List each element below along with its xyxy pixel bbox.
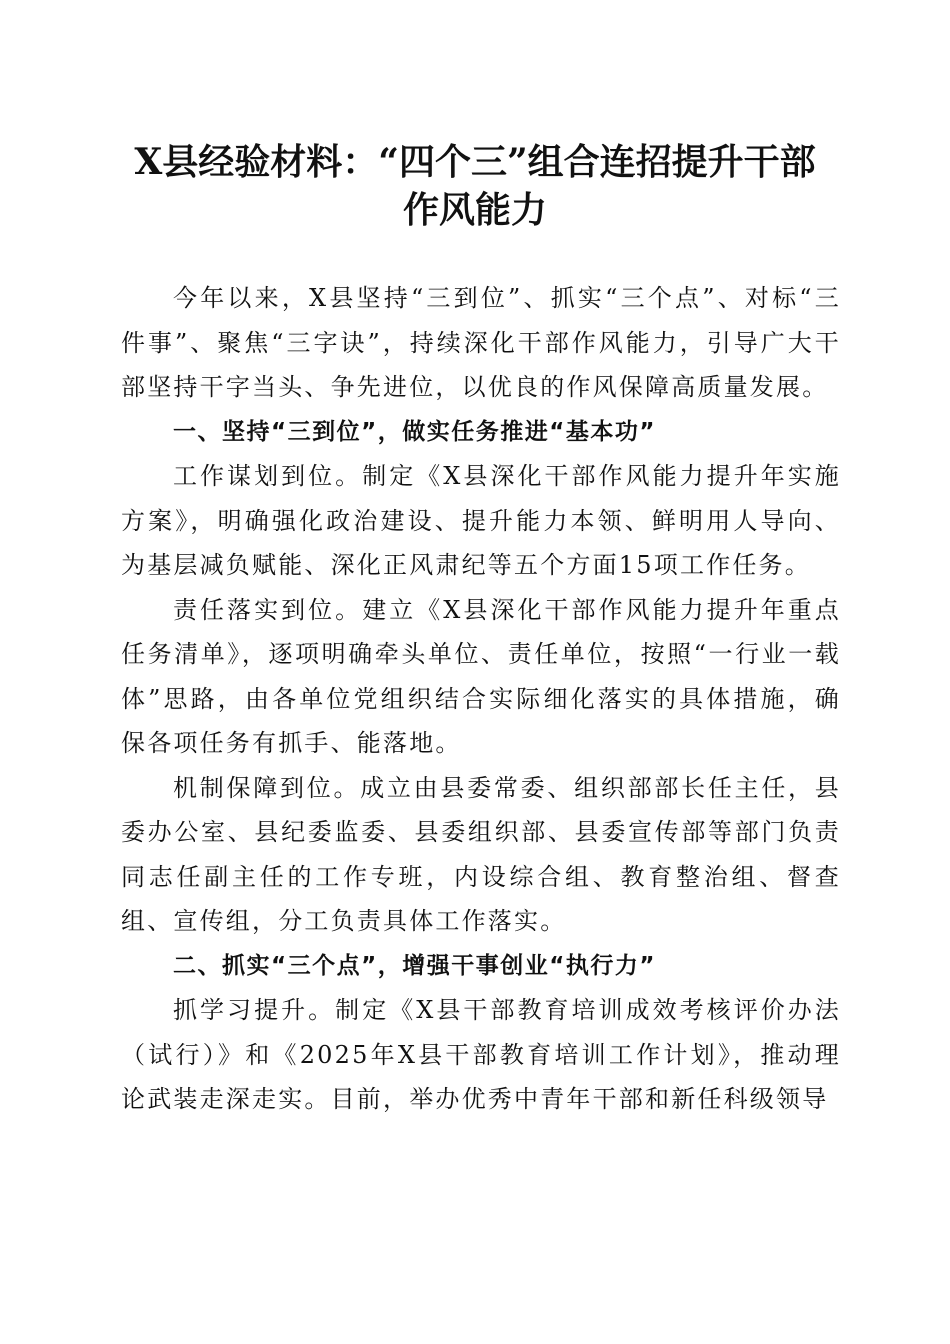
document-body bbox=[121, 276, 841, 1122]
document-title bbox=[100, 138, 850, 234]
title-line-1: X县经验材料：“四个三”组合连招提升干部 bbox=[134, 141, 816, 183]
paragraph-study: 抓学习提升。制定《X县干部教育培训成效考核评价办法（试行）》和《2025年X县干部教育培训工作计划》，推动理论武装走深走实。目前，举办优秀中青年干部和新任科级领导 bbox=[121, 996, 841, 1113]
intro-paragraph: 今年以来，X县坚持“三到位”、抓实“三个点”、对标“三件事”、聚焦“三字诀”，持续深化干部作风能力，引导广大干部坚持干字当头、争先进位，以优良的作风保障高质量发展。 bbox=[121, 284, 841, 401]
title-line-2: 作风能力 bbox=[402, 189, 547, 231]
paragraph-responsibility: 责任落实到位。建立《X县深化干部作风能力提升年重点任务清单》，逐项明确牵头单位、责任单位，按照“一行业一载体”思路，由各单位党组织结合实际细化落实的具体措施，确保各项任务有抓手、能落地。 bbox=[121, 595, 841, 757]
section-heading-1: 一、坚持“三到位”，做实任务推进“基本功” bbox=[173, 418, 656, 445]
paragraph-work-planning: 工作谋划到位。制定《X县深化干部作风能力提升年实施方案》，明确强化政治建设、提升能力本领、鲜明用人导向、为基层减负赋能、深化正风肃纪等五个方面15项工作任务。 bbox=[121, 462, 841, 579]
section-heading-2: 二、抓实“三个点”，增强干事创业“执行力” bbox=[173, 952, 656, 979]
paragraph-mechanism: 机制保障到位。成立由县委常委、组织部部长任主任，县委办公室、县纪委监委、县委组织部、县委宣传部等部门负责同志任副主任的工作专班，内设综合组、教育整治组、督查组、宣传组，分工负责具体工作落实。 bbox=[121, 773, 841, 935]
